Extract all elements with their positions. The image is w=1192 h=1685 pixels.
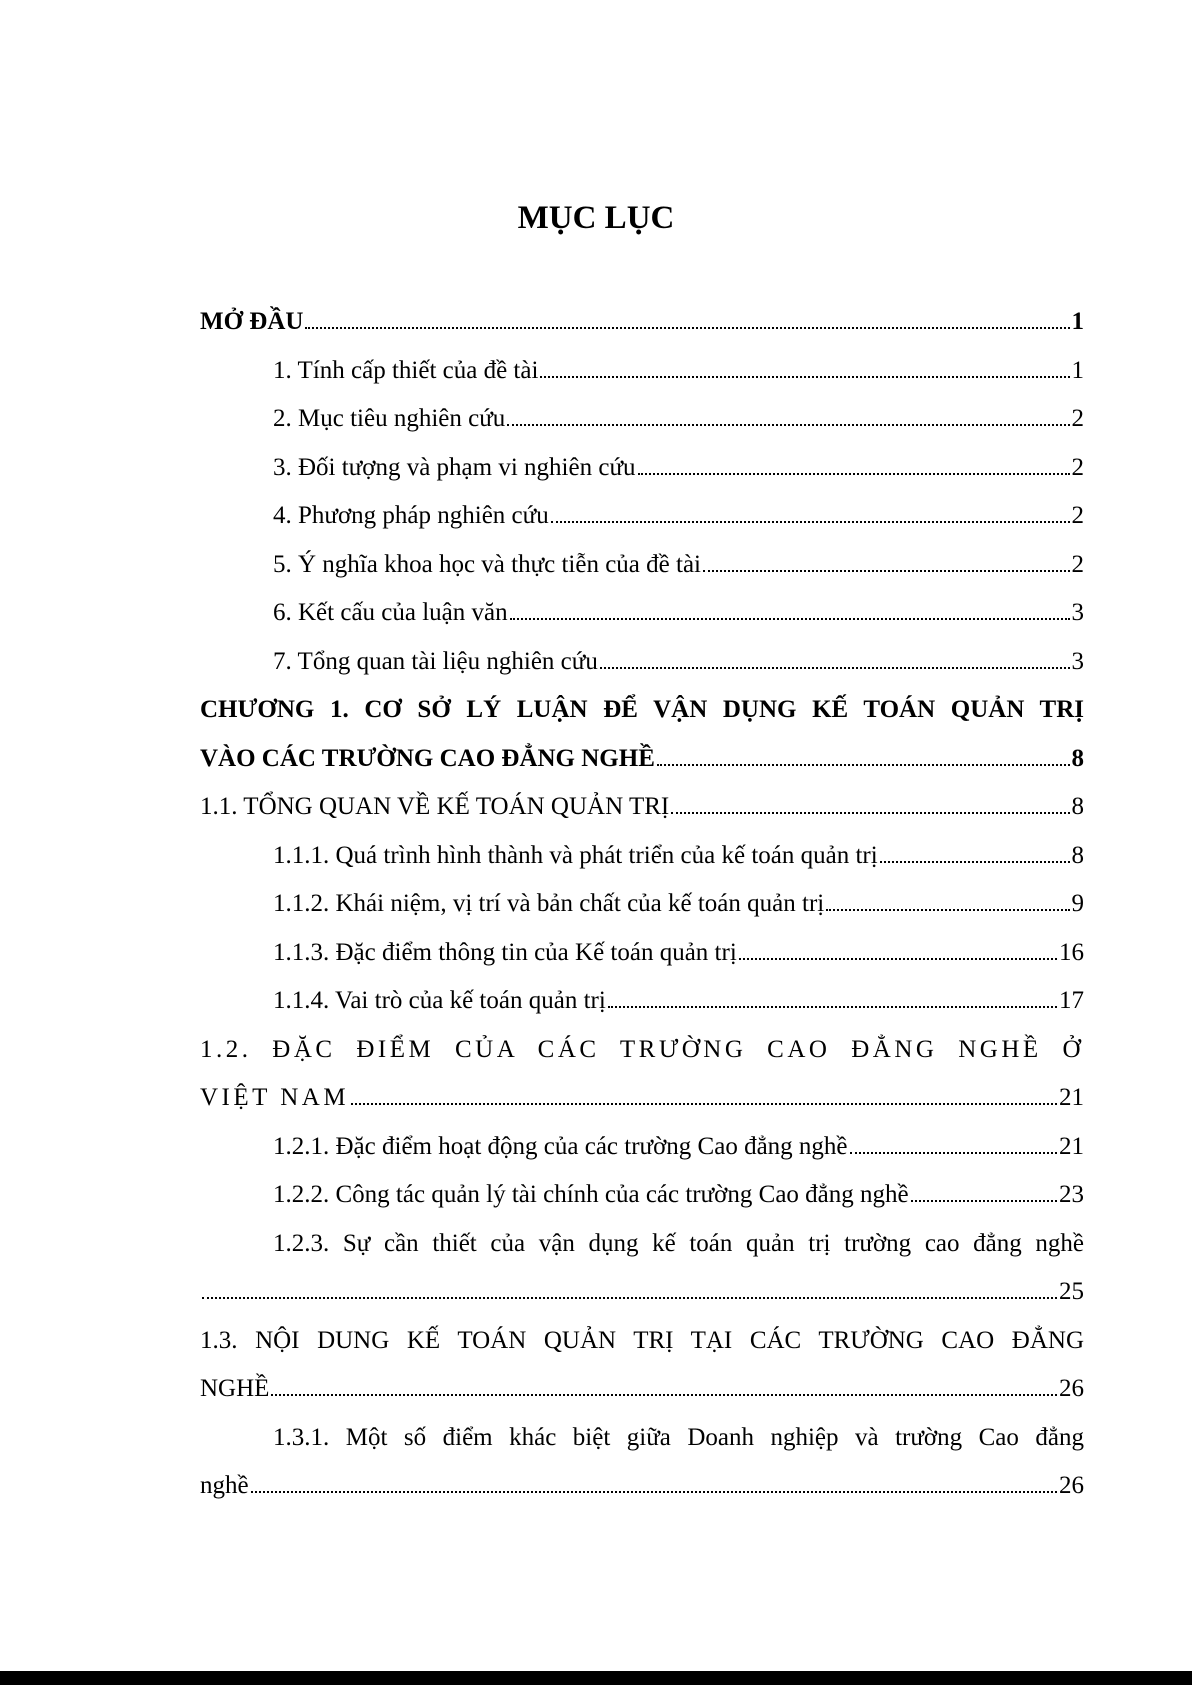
- toc-entry-label: 2. Mục tiêu nghiên cứu: [273, 405, 506, 432]
- toc-entry-label: nghề: [200, 1472, 249, 1499]
- dot-leader: [271, 1394, 1057, 1396]
- dot-leader: [739, 958, 1057, 960]
- toc-entry-line1[interactable]: [200, 1026, 1084, 1075]
- dot-leader: [540, 376, 1069, 378]
- toc-entry[interactable]: [200, 541, 1084, 590]
- toc-entry-label: 5. Ý nghĩa khoa học và thực tiễn của đề tài: [273, 550, 701, 578]
- toc-page-number: 21: [1059, 1084, 1084, 1111]
- toc-entry-label: 3. Đối tượng và phạm vi nghiên cứu: [273, 453, 636, 481]
- toc-entry-label: 1.1.2. Khái niệm, vị trí và bản chất của kế toán quản trị: [273, 890, 825, 917]
- toc-entry[interactable]: [200, 298, 1084, 347]
- toc-page-number: 9: [1071, 890, 1084, 917]
- toc-entry[interactable]: [200, 1171, 1084, 1220]
- toc-entry-line2[interactable]: [200, 1268, 1084, 1317]
- toc-page-number: 3: [1071, 599, 1084, 626]
- dot-leader: [507, 424, 1069, 426]
- dot-leader: [703, 570, 1070, 572]
- toc-entry-label: CHƯƠNG 1. CƠ SỞ LÝ LUẬN ĐỂ VẬN DỤNG KẾ TOÁN QUẢN TRỊ: [200, 696, 1084, 723]
- toc-entry-label: 1.2. ĐẶC ĐIỂM CỦA CÁC TRƯỜNG CAO ĐẲNG NGHỀ Ở: [200, 1035, 1084, 1063]
- dot-leader: [351, 1103, 1057, 1105]
- toc-entry-label: 1.1.3. Đặc điểm thông tin của Kế toán quản trị: [273, 938, 737, 966]
- toc-entry-label: 1.1.4. Vai trò của kế toán quản trị: [273, 987, 606, 1014]
- toc-entry-line2[interactable]: [200, 1074, 1084, 1123]
- toc-page-number: 21: [1059, 1132, 1084, 1160]
- toc-page-number: 23: [1059, 1181, 1084, 1208]
- page-title: MỤC LỤC: [517, 200, 675, 236]
- table-of-contents: [200, 298, 1084, 1511]
- toc-page-number: 8: [1071, 744, 1084, 772]
- toc-page-number: 3: [1071, 647, 1084, 675]
- toc-entry-label: VÀO CÁC TRƯỜNG CAO ĐẲNG NGHỀ: [200, 744, 655, 772]
- page-bottom-edge: [0, 1671, 1192, 1685]
- toc-entry[interactable]: [200, 395, 1084, 444]
- dot-leader: [657, 764, 1070, 766]
- toc-page-number: 8: [1071, 793, 1084, 820]
- toc-entry[interactable]: [200, 589, 1084, 638]
- dot-leader: [202, 1297, 1057, 1299]
- toc-entry-line1[interactable]: [200, 1414, 1084, 1463]
- toc-entry[interactable]: [200, 444, 1084, 493]
- toc-entry[interactable]: [200, 492, 1084, 541]
- toc-entry[interactable]: [200, 880, 1084, 929]
- dot-leader: [305, 327, 1069, 329]
- toc-entry[interactable]: [200, 832, 1084, 881]
- toc-entry-label: 1.2.2. Công tác quản lý tài chính của các trường Cao đẳng nghề: [273, 1181, 909, 1208]
- toc-page-number: 16: [1059, 938, 1084, 966]
- toc-page-number: 8: [1071, 841, 1084, 869]
- toc-entry-line2[interactable]: [200, 735, 1084, 784]
- toc-entry-label: VIỆT NAM: [200, 1084, 350, 1111]
- toc-entry-line2[interactable]: [200, 1462, 1084, 1511]
- toc-entry-label: 1.3.1. Một số điểm khác biệt giữa Doanh nghiệp và trường Cao đẳng: [273, 1423, 1084, 1451]
- toc-entry-label: 6. Kết cấu của luận văn: [273, 599, 508, 626]
- toc-page-number: 25: [1059, 1278, 1084, 1305]
- toc-entry-label: MỞ ĐẦU: [200, 308, 304, 335]
- dot-leader: [551, 521, 1070, 523]
- toc-entry-label: 1.2.1. Đặc điểm hoạt động của các trường Cao đẳng nghề: [273, 1132, 848, 1160]
- toc-page-number: 1: [1071, 356, 1084, 384]
- dot-leader: [251, 1491, 1057, 1493]
- toc-page-number: 26: [1059, 1472, 1084, 1499]
- toc-page-number: 2: [1071, 405, 1084, 432]
- toc-entry[interactable]: [200, 1123, 1084, 1172]
- toc-entry-label: 4. Phương pháp nghiên cứu: [273, 502, 549, 529]
- toc-entry[interactable]: [200, 347, 1084, 396]
- toc-entry-line1[interactable]: [200, 1317, 1084, 1366]
- toc-entry-line2[interactable]: [200, 1365, 1084, 1414]
- toc-entry-label: 7. Tổng quan tài liệu nghiên cứu: [273, 647, 598, 675]
- toc-entry-label: 1.1.1. Quá trình hình thành và phát triển của kế toán quản trị: [273, 841, 878, 869]
- dot-leader: [826, 909, 1069, 911]
- dot-leader: [608, 1006, 1057, 1008]
- toc-entry-label: 1.2.3. Sự cần thiết của vận dụng kế toán quản trị trường cao đẳng nghề: [273, 1229, 1084, 1257]
- toc-entry-label: NGHỀ: [200, 1375, 270, 1402]
- toc-page-number: 2: [1071, 550, 1084, 578]
- toc-page-number: 1: [1071, 308, 1084, 335]
- dot-leader: [638, 473, 1070, 475]
- toc-page-number: 2: [1071, 453, 1084, 481]
- toc-page-number: 17: [1059, 987, 1084, 1014]
- toc-entry[interactable]: [200, 638, 1084, 687]
- toc-entry[interactable]: [200, 977, 1084, 1026]
- dot-leader: [671, 812, 1069, 814]
- toc-page-number: 26: [1059, 1375, 1084, 1402]
- toc-entry-label: 1.1. TỔNG QUAN VỀ KẾ TOÁN QUẢN TRỊ: [200, 793, 670, 820]
- dot-leader: [600, 667, 1070, 669]
- toc-page-number: 2: [1071, 502, 1084, 529]
- dot-leader: [911, 1200, 1057, 1202]
- toc-entry-line1[interactable]: [200, 686, 1084, 735]
- toc-entry[interactable]: [200, 929, 1084, 978]
- toc-entry-label: 1.3. NỘI DUNG KẾ TOÁN QUẢN TRỊ TẠI CÁC TRƯỜNG CAO ĐẲNG: [200, 1326, 1084, 1354]
- toc-entry[interactable]: [200, 783, 1084, 832]
- toc-entry-label: 1. Tính cấp thiết của đề tài: [273, 356, 539, 384]
- toc-entry-line1[interactable]: [200, 1220, 1084, 1269]
- dot-leader: [880, 861, 1070, 863]
- dot-leader: [850, 1152, 1057, 1154]
- dot-leader: [510, 618, 1070, 620]
